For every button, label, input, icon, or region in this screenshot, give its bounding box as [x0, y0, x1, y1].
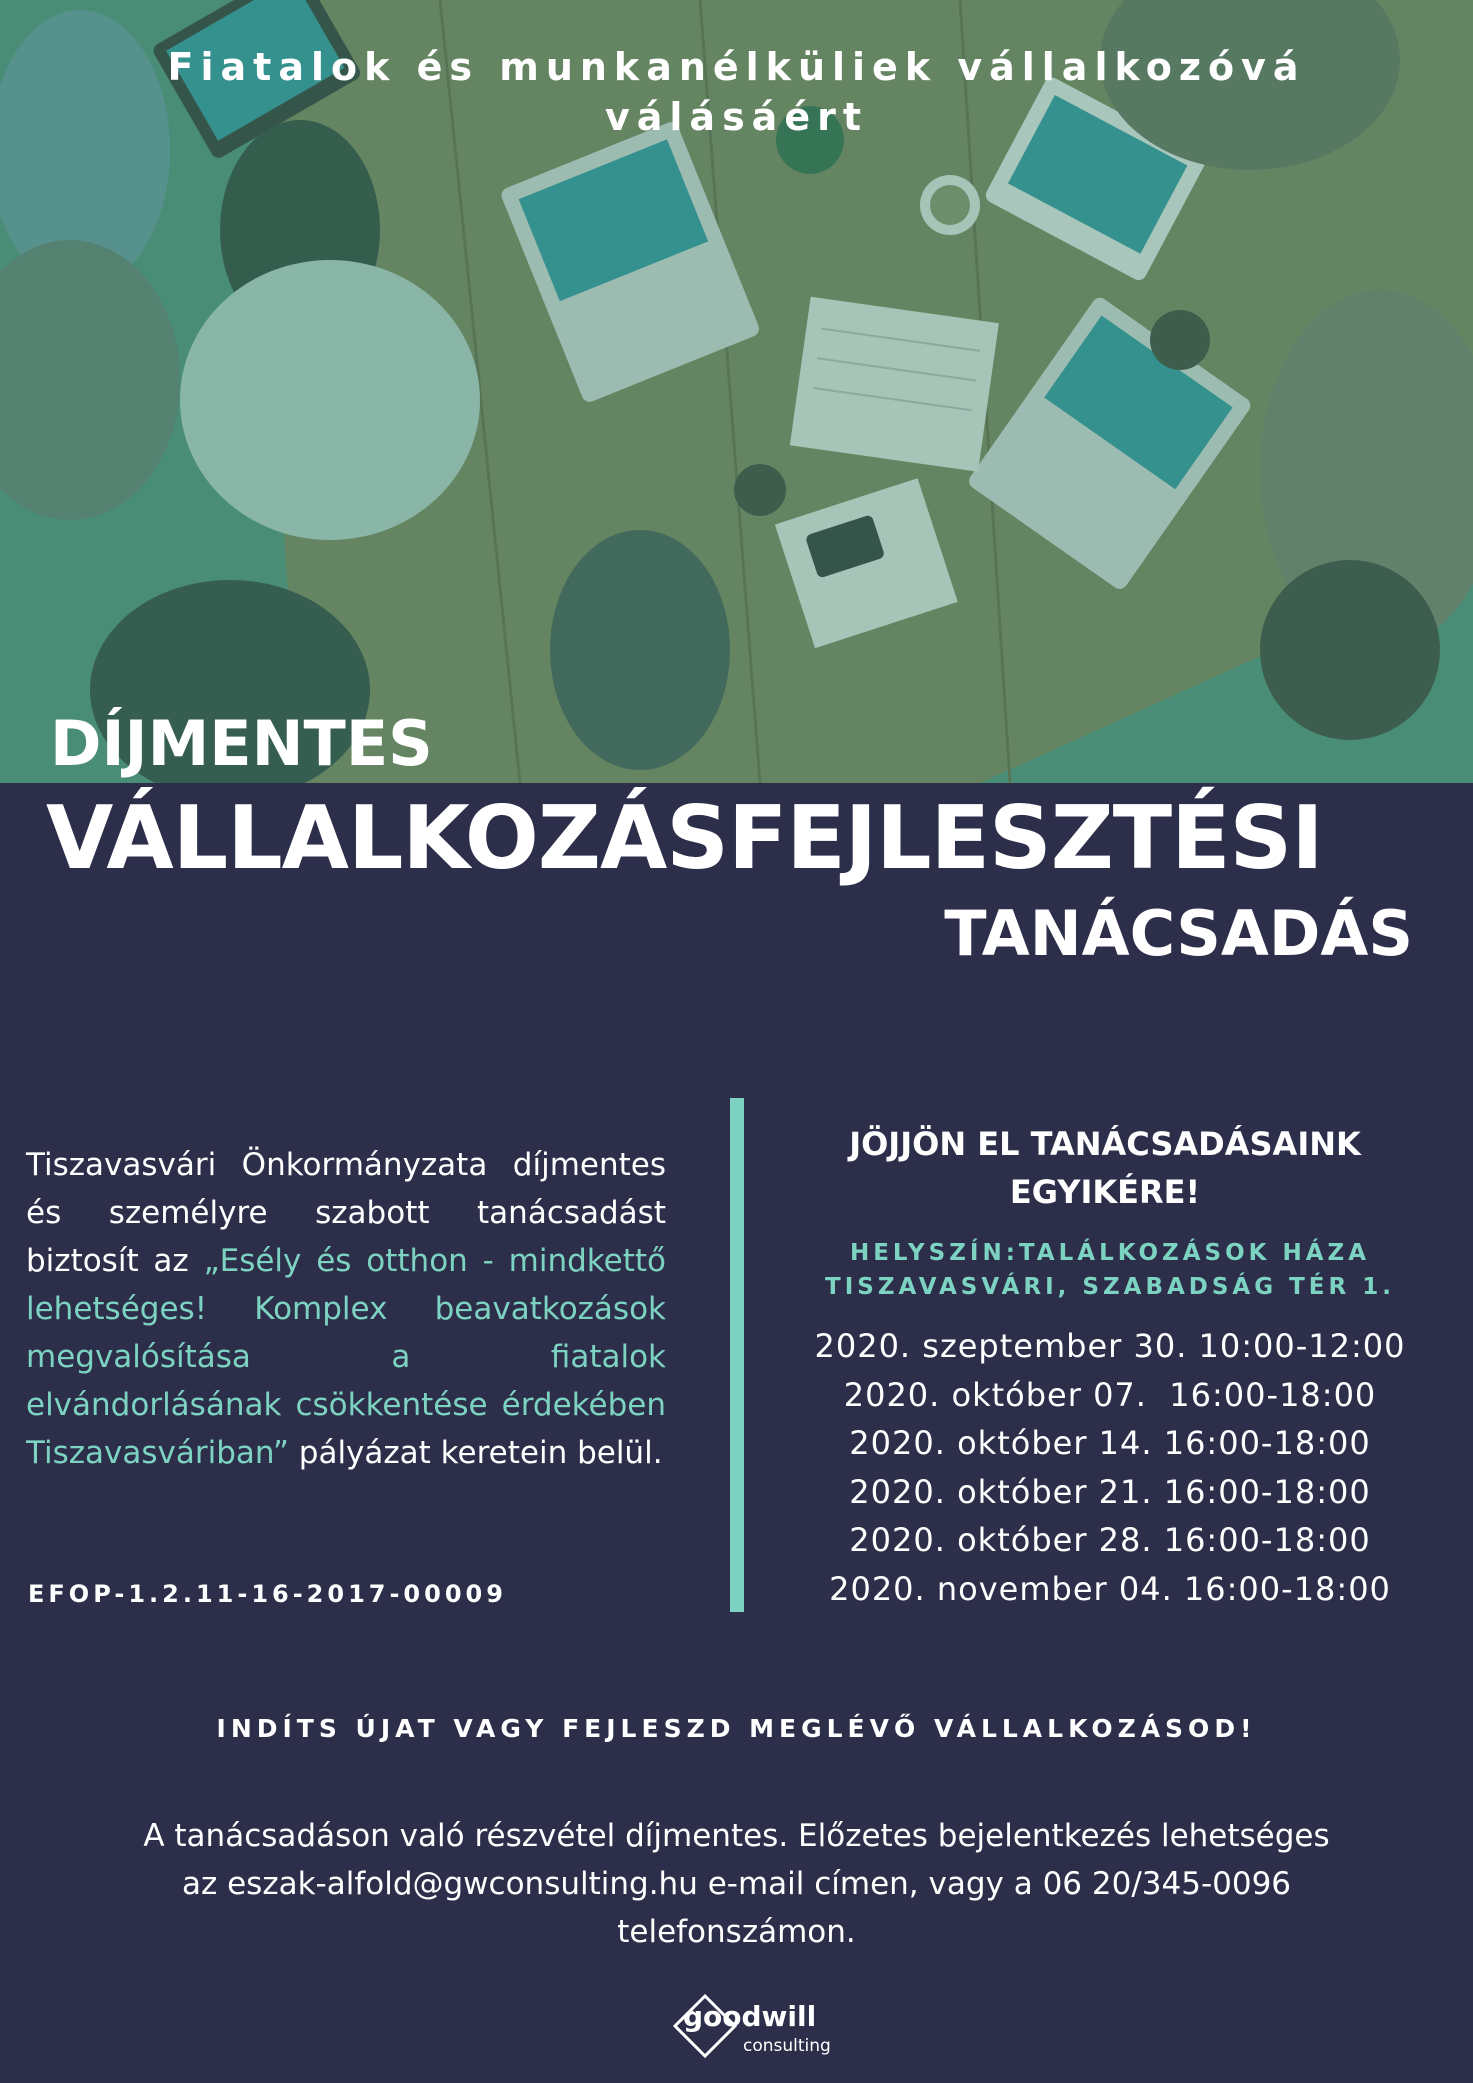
venue-line-2: TISZAVASVÁRI, SZABADSÁG TÉR 1.: [825, 1274, 1395, 1300]
call-to-action: JÖJJÖN EL TANÁCSADÁSAINK EGYIKÉRE!: [849, 1125, 1361, 1211]
info-line-3: telefonszámon.: [617, 1914, 856, 1950]
session-dates: [760, 1322, 1460, 1613]
registration-info: [60, 1812, 1413, 1956]
project-title: „Esély és otthon - mindkettő lehetséges! Komplex beavatkozások megvalósítása a fiatalok elvándorlásának csökkentése érdekében Tiszavasváriban”: [26, 1243, 667, 1471]
session-date: 2020. október 07. 16:00-18:00: [843, 1375, 1377, 1414]
project-code: EFOP-1.2.11-16-2017-00009: [28, 1580, 507, 1608]
headline-free: DÍJMENTES: [50, 707, 433, 780]
tagline: Fiatalok és munkanélküliek vállalkozóvá válásáért: [167, 45, 1306, 139]
session-date: 2020. október 21. 16:00-18:00: [849, 1472, 1371, 1511]
info-line-2: az eszak-alfold@gwconsulting.hu e-mail címen, vagy a 06 20/345-0096: [181, 1866, 1292, 1902]
session-date: 2020. november 04. 16:00-18:00: [829, 1569, 1391, 1608]
session-date: 2020. október 28. 16:00-18:00: [849, 1521, 1371, 1559]
headline-main: VÁLLALKOZÁSFEJLESZTÉSI: [46, 787, 1323, 889]
logo-wordmark: goodwill: [683, 2000, 817, 2033]
venue-line-1: HELYSZÍN:TALÁLKOZÁSOK HÁZA: [849, 1240, 1371, 1266]
column-divider: [730, 1098, 744, 1612]
program-description: [26, 1141, 666, 1477]
session-date: 2020. október 14. 16:00-18:00: [849, 1424, 1371, 1462]
intro-text: Tiszavasvári Önkormányzata díjmentes és személyre szabott tanácsadást biztosít az: [26, 1147, 666, 1279]
info-line-1: A tanácsadáson való részvétel díjmentes. Előzetes bejelentkezés lehetséges: [143, 1818, 1330, 1854]
session-date: 2020. szeptember 30. 10:00-12:00: [814, 1327, 1406, 1365]
venue: [760, 1236, 1460, 1304]
headline-sub: TANÁCSADÁS: [944, 897, 1413, 970]
logo-subtitle: consulting: [743, 2036, 831, 2056]
outro-text: pályázat keretein belül.: [298, 1435, 663, 1471]
slogan: INDÍTS ÚJAT VAGY FEJLESZD MEGLÉVŐ VÁLLALKOZÁSOD!: [216, 1714, 1257, 1743]
